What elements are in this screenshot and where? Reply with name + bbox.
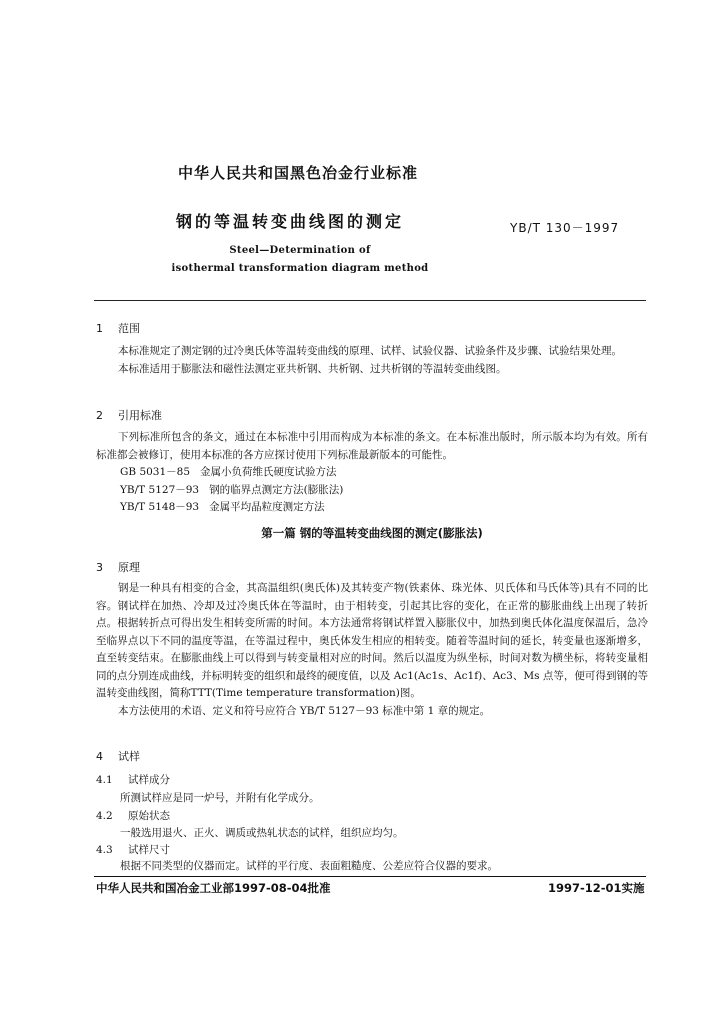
english-title-line-2: isothermal transformation diagram method	[171, 263, 429, 274]
subsection-title: 原始状态	[128, 810, 170, 822]
reference-item: GB 5031－85 金属小负荷维氏硬度试验方法	[120, 466, 337, 478]
paragraph: 本标准规定了测定钢的过冷奥氏体等温转变曲线的原理、试样、试验仪器、试验条件及步骤、试验结果处理。	[118, 345, 622, 357]
section-3-body	[96, 580, 648, 720]
part-title: 第一篇 钢的等温转变曲线图的测定(膨胀法)	[261, 526, 483, 540]
standard-code: YB/T 130－1997	[510, 221, 620, 235]
section-title: 范围	[118, 322, 140, 335]
section-title: 引用标准	[118, 409, 162, 422]
issuing-organization: 中华人民共和国黑色冶金行业标准	[178, 164, 419, 182]
section-1-body	[96, 343, 648, 378]
footer-divider	[94, 876, 646, 877]
section-2-body	[96, 429, 648, 464]
subsection-4-3-text: 根据不同类型的仪器而定。试样的平行度、表面粗糙度、公差应符合仪器的要求。	[120, 860, 498, 872]
section-title: 试样	[118, 750, 140, 763]
subsection-title: 试样尺寸	[128, 844, 170, 856]
section-number: 3	[96, 561, 103, 574]
header-divider	[94, 300, 646, 301]
subsection-4-1-text: 所测试样应是同一炉号，并附有化学成分。	[120, 792, 320, 804]
subsection-4-3-heading	[96, 842, 170, 857]
section-number: 2	[96, 409, 103, 422]
section-title: 原理	[118, 561, 140, 574]
reference-list	[120, 464, 343, 517]
paragraph: 下列标准所包含的条文，通过在本标准中引用而构成为本标准的条文。在本标准出版时，所示版本均为有效。所有标准都会被修订，使用本标准的各方应探讨使用下列标准最新版本的可能性。	[96, 431, 648, 461]
subsection-4-2-heading	[96, 808, 170, 823]
document-title: 钢的等温转变曲线图的测定	[176, 212, 405, 231]
subsection-number: 4.2	[96, 810, 113, 822]
subsection-4-2-text: 一般选用退火、正火、调质或热轧状态的试样，组织应均匀。	[120, 827, 404, 839]
effective-date: 1997-12-01实施	[548, 881, 645, 895]
section-number: 4	[96, 750, 103, 763]
subsection-4-1-heading	[96, 772, 170, 787]
paragraph: 本方法使用的术语、定义和符号应符合 YB/T 5127－93 标准中第 1 章的规定。	[118, 704, 491, 717]
subsection-number: 4.3	[96, 844, 113, 856]
section-3-heading	[96, 559, 140, 575]
section-4-heading	[96, 748, 140, 764]
reference-item: YB/T 5127－93 钢的临界点测定方法(膨胀法)	[120, 483, 344, 496]
english-title-line-1: Steel—Determination of	[229, 245, 371, 256]
paragraph: 本标准适用于膨胀法和磁性法测定亚共析钢、共析钢、过共析钢的等温转变曲线图。	[118, 362, 507, 375]
section-number: 1	[96, 322, 103, 335]
section-1-heading	[96, 320, 140, 336]
approval-statement: 中华人民共和国冶金工业部1997-08-04批准	[96, 881, 331, 895]
reference-item: YB/T 5148－93 金属平均晶粒度测定方法	[120, 501, 325, 513]
subsection-number: 4.1	[96, 774, 113, 786]
subsection-title: 试样成分	[128, 774, 170, 786]
paragraph: 钢是一种具有相变的合金，其高温组织(奥氏体)及其转变产物(铁素体、珠光体、贝氏体和马氏体等)具有不同的比容。钢试样在加热、冷却及过冷奥氏体在等温时，由于相转变，引起其比容的变化，在正常的膨胀曲线上出现了转折点。根据转折点可得出发生相转变所需的时间。本方法通常将钢试样置入膨胀仪中，加热到奥氏体化温度保温后，急冷至临界点以下不同的温度等温，在等温过程中，奥氏体发生相应的相转变。随着等温时间的延长，转变量也逐渐增多，直至转变结束。在膨胀曲线上可以得到与转变量相对应的时间。然后以温度为纵坐标，时间对数为横坐标，将转变量相同的点分别连成曲线，并标明转变的组织和最终的硬度值，以及 Ac1(Ac1s、Ac1f)、Ac3、Ms 点等，便可得到钢的等温转变曲线图，简称TTT(Time temperature transformation)图。	[96, 582, 648, 699]
section-2-heading	[96, 407, 162, 423]
